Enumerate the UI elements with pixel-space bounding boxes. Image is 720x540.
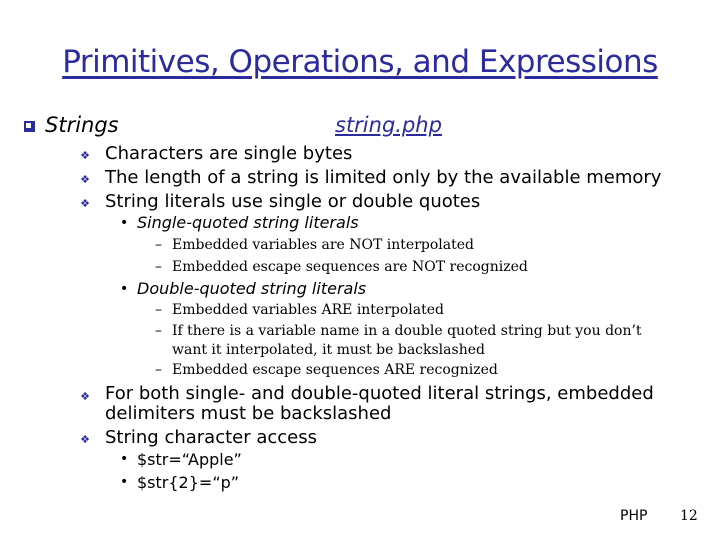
sub-sub-bullet-text: Embedded variables are NOT interpolated bbox=[172, 237, 474, 253]
sub-sub-bullet-text-continued: want it interpolated, it must be backslashed bbox=[172, 342, 485, 358]
section-heading: Strings bbox=[45, 113, 119, 137]
sub-sub-bullet-text: If there is a variable name in a double quoted string but you don’t bbox=[172, 323, 642, 339]
code-example: $str{2}=“p” bbox=[137, 473, 240, 492]
diamond-bullet-icon: ❖ bbox=[80, 197, 90, 210]
dash-bullet-icon: – bbox=[155, 237, 162, 253]
bullet-text: String literals use single or double quotes bbox=[105, 191, 481, 212]
sub-sub-bullet-text: Embedded escape sequences ARE recognized bbox=[172, 362, 498, 378]
dash-bullet-icon: – bbox=[155, 259, 162, 275]
bullet-text: For both single- and double-quoted literal strings, embedded bbox=[105, 383, 654, 404]
square-bullet-icon bbox=[24, 121, 35, 132]
page-number: 12 bbox=[680, 508, 698, 524]
dot-bullet-icon: • bbox=[120, 474, 129, 490]
sub-bullet-text: Double-quoted string literals bbox=[137, 279, 367, 298]
footer-label: PHP bbox=[620, 508, 648, 524]
dot-bullet-icon: • bbox=[120, 281, 129, 297]
diamond-bullet-icon: ❖ bbox=[80, 433, 90, 446]
bullet-text: The length of a string is limited only by the available memory bbox=[105, 167, 662, 188]
code-example: $str=“Apple” bbox=[137, 450, 242, 469]
bullet-text: String character access bbox=[105, 427, 318, 448]
diamond-bullet-icon: ❖ bbox=[80, 173, 90, 186]
dot-bullet-icon: • bbox=[120, 451, 129, 467]
sub-bullet-text: Single-quoted string literals bbox=[137, 213, 359, 232]
sub-sub-bullet-text: Embedded variables ARE interpolated bbox=[172, 302, 445, 318]
dash-bullet-icon: – bbox=[155, 362, 162, 378]
slide-title: Primitives, Operations, and Expressions bbox=[62, 44, 658, 80]
dash-bullet-icon: – bbox=[155, 302, 162, 318]
string-php-link[interactable]: string.php bbox=[335, 113, 442, 137]
bullet-text: Characters are single bytes bbox=[105, 143, 353, 164]
bullet-text-continued: delimiters must be backslashed bbox=[105, 403, 392, 424]
diamond-bullet-icon: ❖ bbox=[80, 149, 90, 162]
diamond-bullet-icon: ❖ bbox=[80, 390, 90, 403]
dot-bullet-icon: • bbox=[120, 215, 129, 231]
dash-bullet-icon: – bbox=[155, 323, 162, 339]
sub-sub-bullet-text: Embedded escape sequences are NOT recognized bbox=[172, 259, 528, 275]
